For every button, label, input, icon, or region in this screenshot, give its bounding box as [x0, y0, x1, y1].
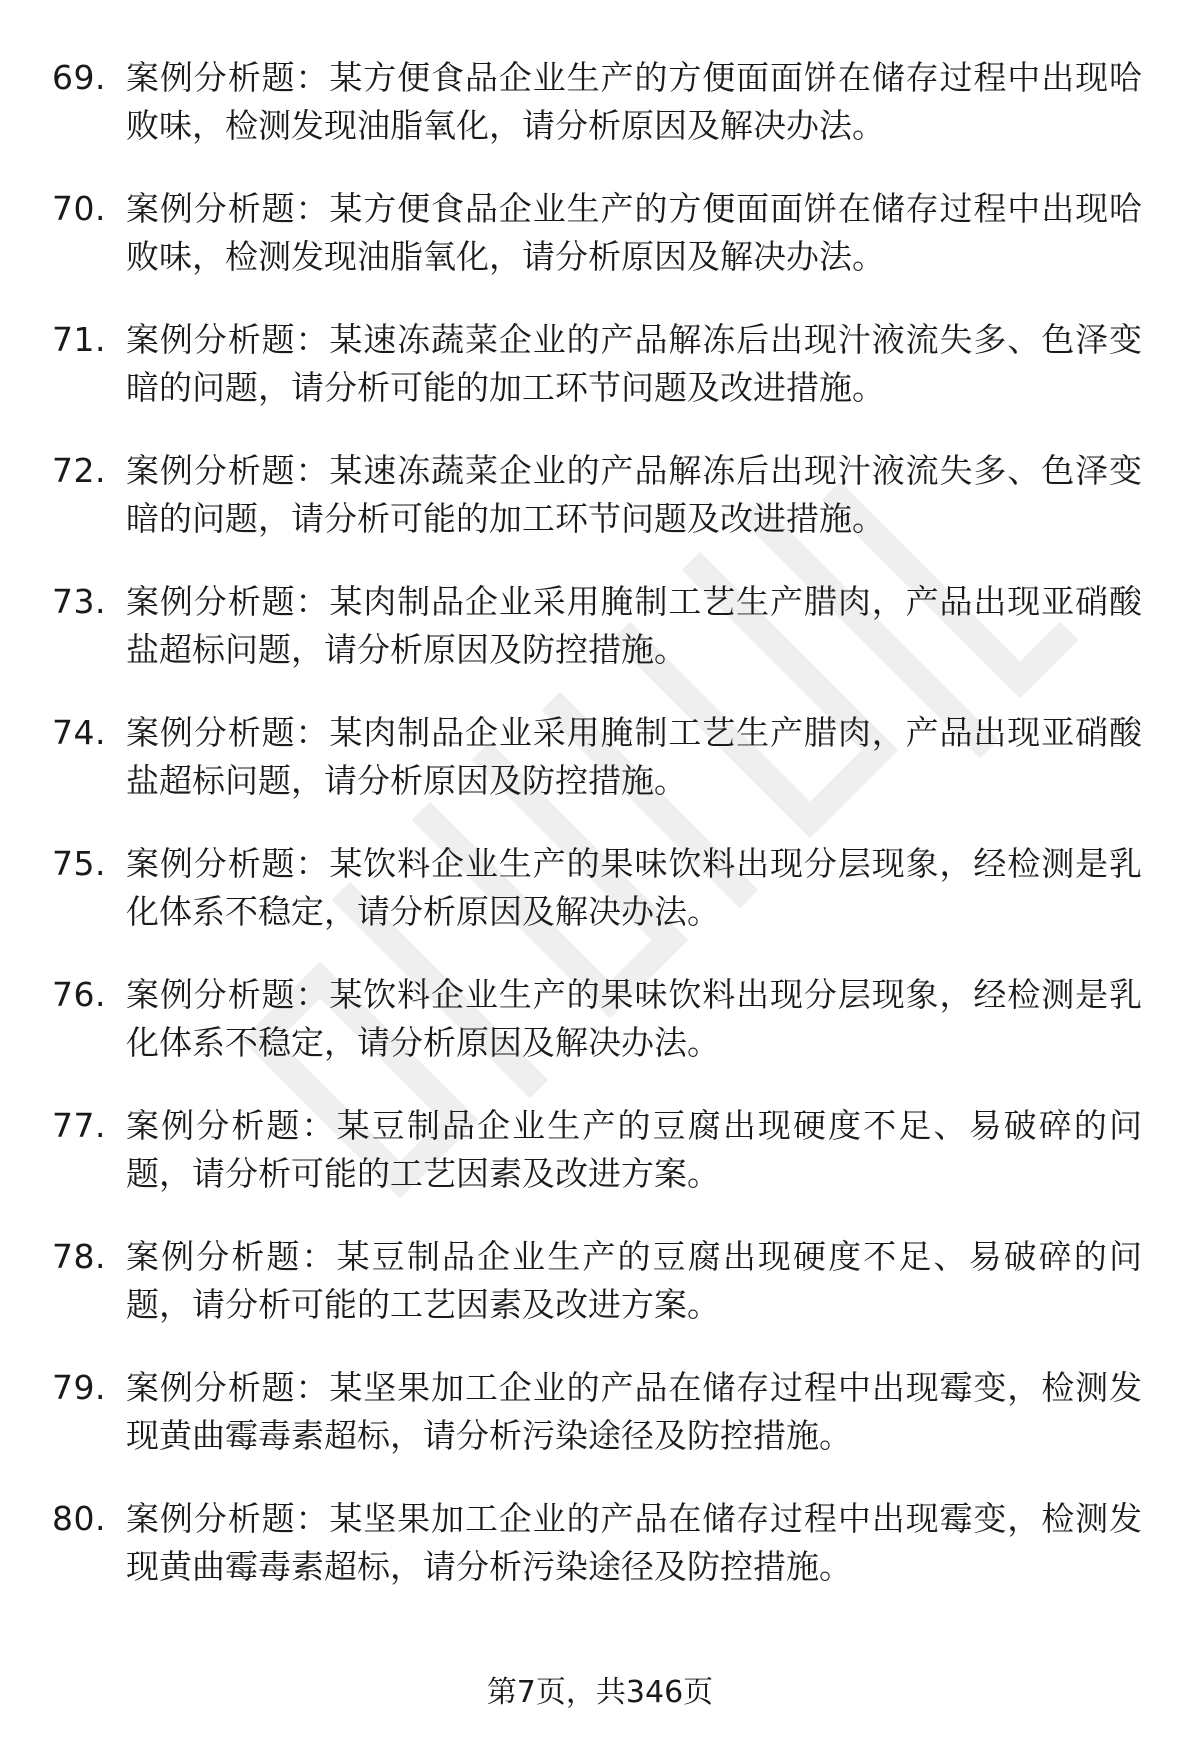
question-item	[52, 447, 1142, 578]
question-number: 75.	[52, 844, 106, 883]
question-text: 案例分析题：某速冻蔬菜企业的产品解冻后出现汁液流失多、色泽变暗的问题，请分析可能的加工环节问题及改进措施。	[126, 451, 1142, 538]
question-text: 案例分析题：某豆制品企业生产的豆腐出现硬度不足、易破碎的问题，请分析可能的工艺因素及改进方案。	[126, 1106, 1142, 1193]
question-item	[52, 840, 1142, 971]
question-text: 案例分析题：某方便食品企业生产的方便面面饼在储存过程中出现哈败味，检测发现油脂氧化，请分析原因及解决办法。	[126, 189, 1142, 276]
question-item	[52, 185, 1142, 316]
question-text: 案例分析题：某坚果加工企业的产品在储存过程中出现霉变，检测发现黄曲霉毒素超标，请分析污染途径及防控措施。	[126, 1499, 1142, 1586]
question-item	[52, 1495, 1142, 1626]
question-text: 案例分析题：某坚果加工企业的产品在储存过程中出现霉变，检测发现黄曲霉毒素超标，请分析污染途径及防控措施。	[126, 1368, 1142, 1455]
question-item	[52, 578, 1142, 709]
question-item	[52, 316, 1142, 447]
question-text: 案例分析题：某饮料企业生产的果味饮料出现分层现象，经检测是乳化体系不稳定，请分析原因及解决办法。	[126, 844, 1142, 931]
question-text: 案例分析题：某肉制品企业采用腌制工艺生产腊肉，产品出现亚硝酸盐超标问题，请分析原因及防控措施。	[126, 713, 1142, 800]
question-item	[52, 54, 1142, 185]
question-number: 73.	[52, 582, 106, 621]
page-number-label: 第7页，共346页	[486, 1675, 714, 1710]
question-text: 案例分析题：某豆制品企业生产的豆腐出现硬度不足、易破碎的问题，请分析可能的工艺因素及改进方案。	[126, 1237, 1142, 1324]
question-item	[52, 971, 1142, 1102]
question-number: 79.	[52, 1368, 106, 1407]
question-number: 76.	[52, 975, 106, 1014]
question-number: 71.	[52, 320, 106, 359]
question-text: 案例分析题：某速冻蔬菜企业的产品解冻后出现汁液流失多、色泽变暗的问题，请分析可能的加工环节问题及改进措施。	[126, 320, 1142, 407]
question-text: 案例分析题：某方便食品企业生产的方便面面饼在储存过程中出现哈败味，检测发现油脂氧化，请分析原因及解决办法。	[126, 58, 1142, 145]
question-item	[52, 1102, 1142, 1233]
question-item	[52, 1364, 1142, 1495]
question-text: 案例分析题：某肉制品企业采用腌制工艺生产腊肉，产品出现亚硝酸盐超标问题，请分析原因及防控措施。	[126, 582, 1142, 669]
question-number: 70.	[52, 189, 106, 228]
question-number: 80.	[52, 1499, 106, 1538]
question-item	[52, 709, 1142, 840]
question-number: 78.	[52, 1237, 106, 1276]
question-text: 案例分析题：某饮料企业生产的果味饮料出现分层现象，经检测是乳化体系不稳定，请分析原因及解决办法。	[126, 975, 1142, 1062]
question-number: 77.	[52, 1106, 106, 1145]
page-footer	[0, 1673, 1200, 1713]
question-number: 72.	[52, 451, 106, 490]
question-number: 69.	[52, 58, 106, 97]
question-item	[52, 1233, 1142, 1364]
question-list	[52, 54, 1142, 1626]
question-number: 74.	[52, 713, 106, 752]
